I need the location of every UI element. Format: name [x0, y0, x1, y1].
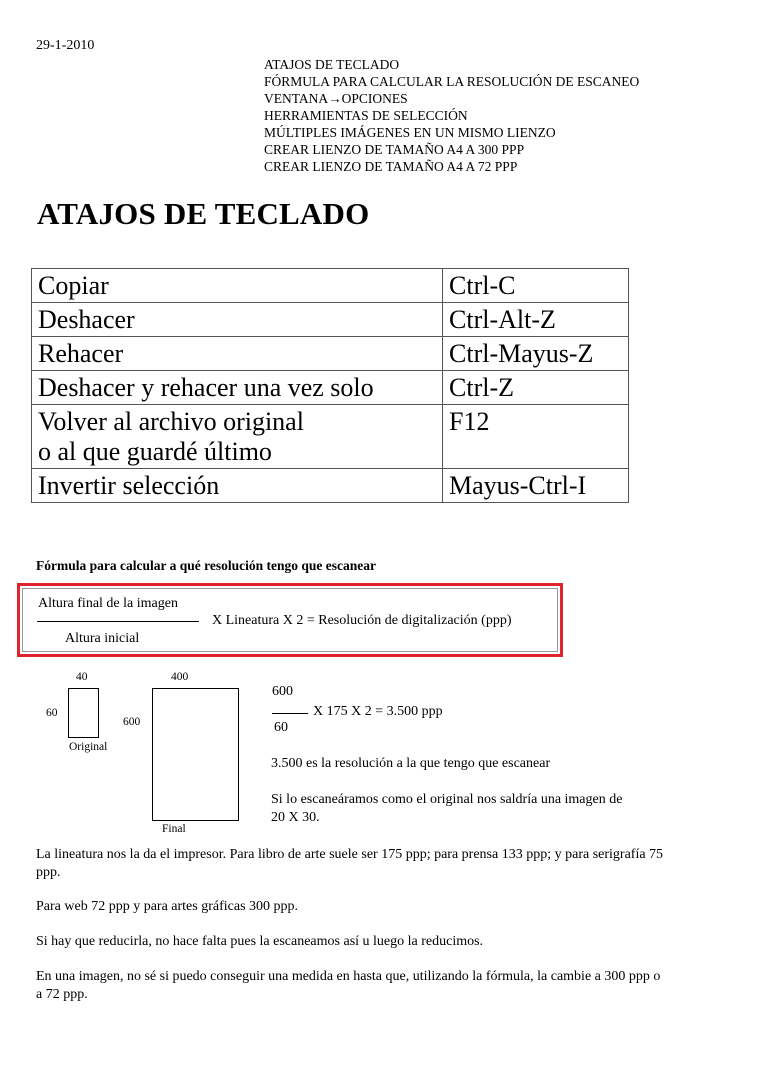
table-row [32, 405, 629, 469]
calc-rest: X 175 X 2 = 3.500 ppp [313, 704, 443, 719]
toc-item: MÚLTIPLES IMÁGENES EN UN MISMO LIENZO [264, 125, 556, 140]
formula-numerator: Altura final de la imagen [38, 596, 178, 611]
formula-rest: X Lineatura X 2 = Resolución de digitalización (ppp) [212, 613, 512, 628]
note-line: Si lo escaneáramos como el original nos saldría una imagen de [271, 792, 623, 807]
paragraph-line: a 72 ppp. [36, 987, 88, 1002]
shortcut-keys: Mayus-Ctrl-I [443, 469, 629, 503]
table-row [32, 269, 629, 303]
shortcut-action: Invertir selección [32, 469, 443, 503]
formula-title: Fórmula para calcular a qué resolución tengo que escanear [36, 558, 376, 573]
paragraph-reduce: Si hay que reducirla, no hace falta pues la escaneamos así u luego la reducimos. [36, 934, 484, 949]
table-of-contents [264, 56, 639, 175]
toc-item: ATAJOS DE TECLADO [264, 57, 400, 72]
shortcut-action: Deshacer y rehacer una vez solo [32, 371, 443, 405]
toc-item: CREAR LIENZO DE TAMAÑO A4 A 72 PPP [264, 159, 518, 174]
shortcut-keys: F12 [443, 405, 629, 469]
toc-item: VENTANA→OPCIONES [264, 91, 408, 106]
shortcut-action [32, 405, 443, 469]
table-row [32, 469, 629, 503]
note-line: 20 X 30. [271, 810, 320, 825]
toc-item: CREAR LIENZO DE TAMAÑO A4 A 300 PPP [264, 142, 525, 157]
shortcut-keys: Ctrl-Z [443, 371, 629, 405]
shortcut-action: Deshacer [32, 303, 443, 337]
document-date: 29-1-2010 [36, 38, 95, 53]
shortcut-action: Copiar [32, 269, 443, 303]
calc-numerator: 600 [272, 684, 293, 699]
paragraph-line: La lineatura nos la da el impresor. Para libro de arte suele ser 175 ppp; para prensa 133 ppp; y para serigrafía 75 [36, 847, 664, 862]
final-image-rect [152, 688, 239, 821]
toc-item: HERRAMIENTAS DE SELECCIÓN [264, 108, 468, 123]
shortcut-keys: Ctrl-C [443, 269, 629, 303]
calc-fraction-line [272, 713, 308, 714]
original-image-rect [68, 688, 99, 738]
shortcuts-table [31, 268, 629, 503]
final-width-label: 400 [171, 671, 189, 683]
shortcut-action-line: o al que guardé último [38, 437, 272, 466]
shortcut-keys: Ctrl-Mayus-Z [443, 337, 629, 371]
table-row [32, 303, 629, 337]
shortcut-keys: Ctrl-Alt-Z [443, 303, 629, 337]
final-label: Final [162, 823, 186, 835]
paragraph-measure [36, 968, 660, 1004]
calc-note-resolution: 3.500 es la resolución a la que tengo que escanear [271, 756, 551, 771]
formula-denominator: Altura inicial [65, 631, 140, 646]
calc-note-original [271, 791, 622, 827]
shortcut-action-line: Volver al archivo original [38, 407, 304, 436]
paragraph-line: En una imagen, no sé si puedo conseguir una medida en hasta que, utilizando la fórmula, la cambie a 300 ppp o [36, 969, 661, 984]
toc-item: FÓRMULA PARA CALCULAR LA RESOLUCIÓN DE ESCANEO [264, 74, 640, 89]
paragraph-web: Para web 72 ppp y para artes gráficas 300 ppp. [36, 899, 299, 914]
final-height-label: 600 [123, 716, 141, 728]
paragraph-lineatura [36, 846, 663, 882]
formula-fraction-line [37, 621, 199, 622]
original-label: Original [69, 741, 108, 753]
table-row [32, 337, 629, 371]
section-title: ATAJOS DE TECLADO [37, 196, 370, 231]
paragraph-line: ppp. [36, 865, 61, 880]
original-height-label: 60 [46, 707, 58, 719]
shortcut-action: Rehacer [32, 337, 443, 371]
table-row [32, 371, 629, 405]
original-width-label: 40 [76, 671, 88, 683]
calc-denominator: 60 [274, 720, 288, 735]
